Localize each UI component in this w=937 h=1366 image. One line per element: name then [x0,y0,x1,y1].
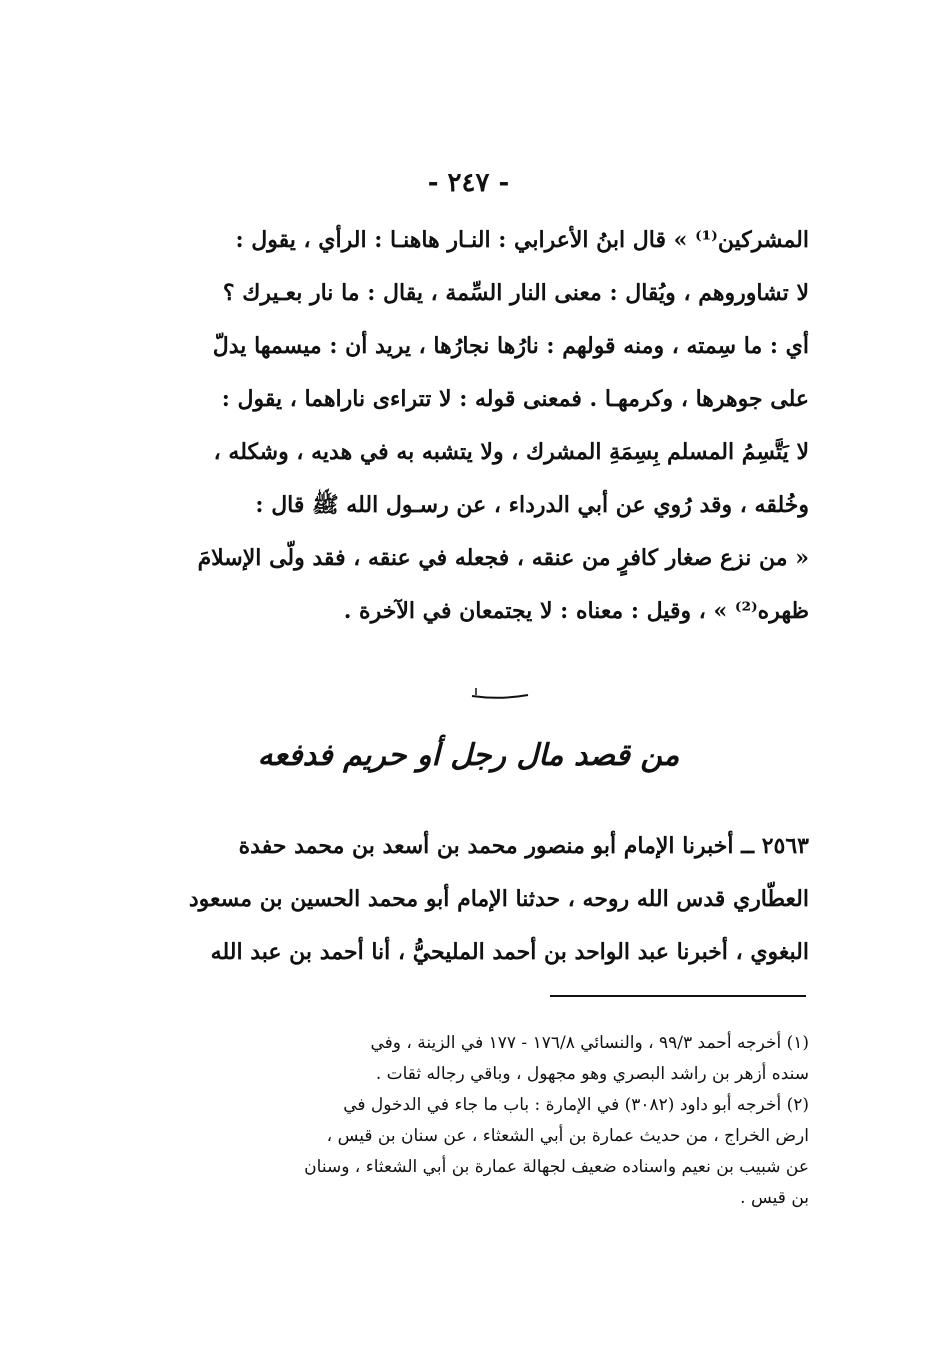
text-line: العطّاري قدس الله روحه ، حدثنا الإمام أبو محمد الحسين بن مسعود [188,886,809,912]
text-line: « من نزع صغار كافرٍ من عنقه ، فجعله في عنقه ، فقد ولّى الإسلامَ [197,545,809,571]
text-line: المشركين⁽¹⁾ » قال ابنُ الأعرابي : النـار هاهنـا : الرأي ، يقول : [235,227,809,253]
text-line: ٢٥٦٣ ــ أخبرنا الإمام أبو منصور محمد بن أسعد بن محمد حفدة [238,833,809,859]
footnote-line: (١) أخرجه أحمد ٩٩/٣ ، والنسائي ١٧٦/٨ - ١٧٧ في الزينة ، وفي [370,1033,809,1053]
footnote-separator [550,995,806,997]
page-number: - ٢٤٧ - [427,168,510,198]
text-line: على جوهرها ، وكرمهـا . فمعنى قوله : لا تتراءى ناراهما ، يقول : [221,386,809,412]
text-line: أي : ما سِمته ، ومنه قولهم : نارُها نجارُها ، يريد أن : ميسمها يدلّ [212,333,809,359]
footnote-line: (٢) أخرجه أبو داود (٣٠٨٢) في الإمارة : باب ما جاء في الدخول في [343,1095,809,1115]
text-line: لا يَتَّسِمُ المسلم بِسِمَةِ المشرك ، ولا يتشبه به في هديه ، وشكله ، [213,439,809,465]
footnote-line: ارض الخراج ، من حديث عمارة بن أبي الشعثاء ، عن سنان بن قيس ، [326,1126,809,1146]
main-text [163,214,809,638]
text-line: وخُلقه ، وقد رُوي عن أبي الدرداء ، عن رسـول الله ﷺ قال : [255,492,809,518]
footnotes [163,1028,809,1214]
footnote-line: عن شبيب بن نعيم واسناده ضعيف لجهالة عمارة بن أبي الشعثاء ، وسنان [304,1157,809,1177]
section-heading: من قصد مال رجل أو حريم فدفعه [257,738,680,773]
footnote-line: سنده أزهر بن راشد البصري وهو مجهول ، وباقي رجاله ثقات . [375,1064,809,1084]
section-divider-ornament [470,686,530,700]
text-line: ظهره⁽²⁾ » ، وقيل : معناه : لا يجتمعان في الآخرة . [343,598,809,624]
text-line: لا تشاوروهم ، ويُقال : معنى النار السِّمة ، يقال : ما نار بعـيرك ؟ [222,280,809,306]
footnote-line: بن قيس . [740,1188,809,1208]
hadith-text [163,820,809,979]
text-line: البغوي ، أخبرنا عبد الواحد بن أحمد المليحيُّ ، أنا أحمد بن عبد الله [210,939,809,965]
